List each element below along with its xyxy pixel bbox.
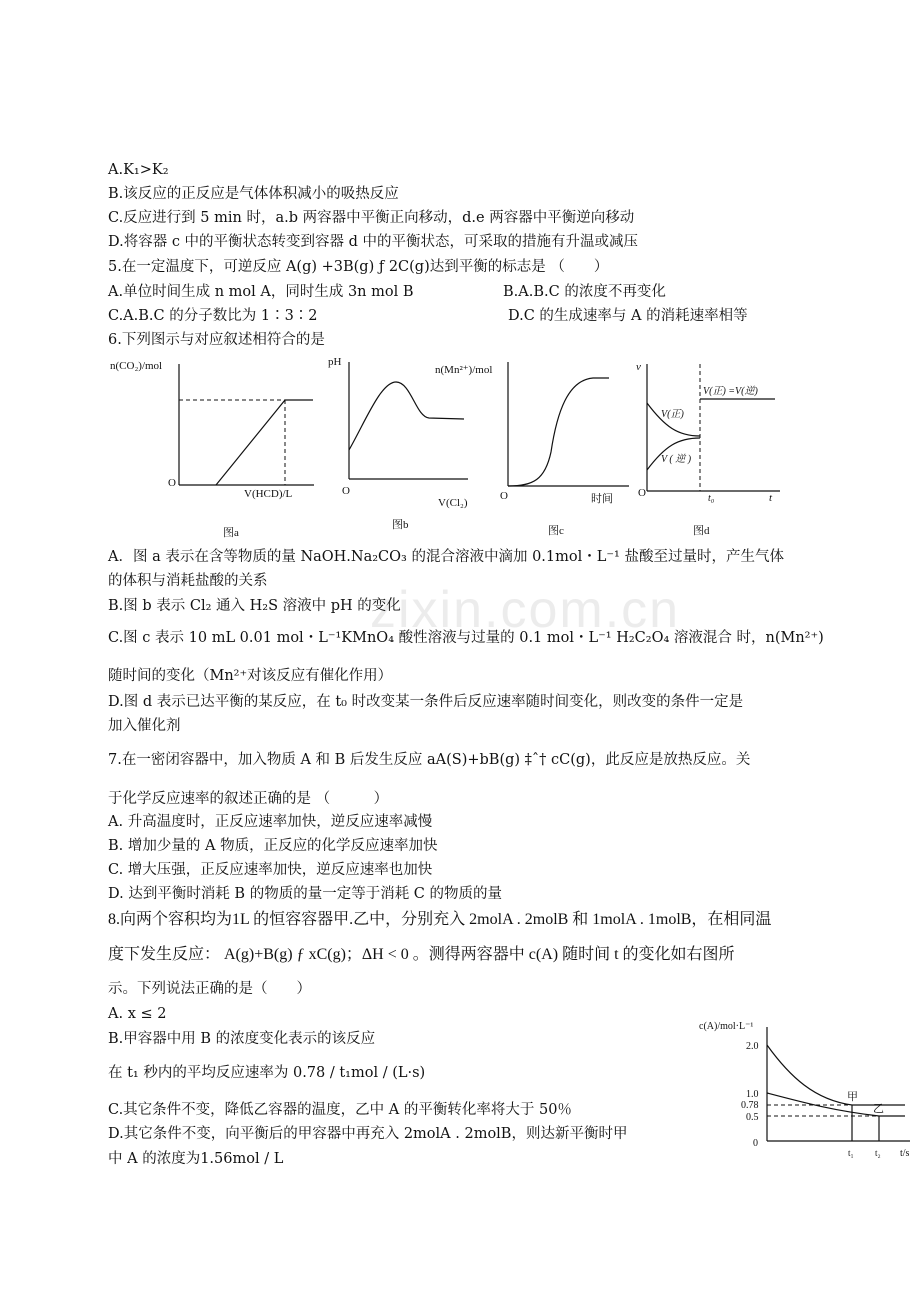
q7-option-b: B. 增加少量的 A 物质，正反应的化学反应速率加快 — [108, 838, 438, 854]
q8-ytick-078: 0.78 — [741, 1100, 759, 1111]
fig-d-reverse-label: V ( 逆 ) — [661, 454, 692, 465]
q8-graph-xlabel: t/s — [900, 1148, 910, 1159]
q6-option-d-line2: 加入催化剂 — [108, 718, 181, 734]
q8-option-a: A. x ≤ 2 — [108, 1006, 167, 1022]
q8-option-b-line1: B.甲容器中用 B 的浓度变化表示的该反应 — [108, 1031, 376, 1047]
fig-d-origin: O — [638, 487, 646, 499]
fig-c-xlabel: 时间 — [591, 493, 613, 505]
q8-option-d-line2: 中 A 的浓度为1.56mol / L — [108, 1151, 284, 1167]
q5-option-b: B.A.B.C 的浓度不再变化 — [503, 284, 666, 300]
q7-stem-line2: 于化学反应速率的叙述正确的是 （ ） — [108, 791, 389, 807]
q8-stem-line1: 8.向两个容积均为1L 的恒容容器甲.乙中，分别充入 2molA . 2molB 和 1molA . 1molB，在相同温 — [108, 911, 772, 928]
q8-stem-line2: 度下发生反应： A(g)+B(g) ƒ xC(g)；ΔH < 0 。测得两容器中 c(A) 随时间 t 的变化如右图所 — [108, 946, 735, 963]
fig-c-origin: O — [500, 490, 508, 502]
q6-option-c-line2: 随时间的变化（Mn²⁺对该反应有催化作用） — [108, 668, 393, 684]
q8-graph-origin: 0 — [753, 1138, 758, 1149]
q6-option-a-line1: A．图 a 表示在含等物质的量 NaOH.Na₂CO₃ 的混合溶液中滴加 0.1mol・L⁻¹ 盐酸至过量时，产生气体 — [108, 549, 784, 565]
q8-ytick-05: 0.5 — [746, 1112, 759, 1123]
fig-b-caption: 图b — [392, 519, 409, 531]
q6-option-b: B.图 b 表示 Cl₂ 通入 H₂S 溶液中 pH 的变化 — [108, 598, 401, 614]
fig-d-caption: 图d — [693, 525, 710, 537]
q6-option-d-line1: D.图 d 表示已达平衡的某反应，在 t₀ 时改变某一条件后反应速率随时间变化，则改变的条件一定是 — [108, 694, 744, 710]
fig-d-xlabel: t — [769, 492, 773, 504]
q8-xtick-t2: t₂ — [875, 1148, 881, 1158]
q8-ytick-2: 2.0 — [746, 1041, 759, 1052]
fig-a-caption: 图a — [223, 527, 239, 539]
q8-xtick-t1: t₁ — [848, 1148, 854, 1158]
fig-b-origin: O — [342, 485, 350, 497]
watermark: zixin.com.cn — [370, 581, 681, 639]
q8-graph-ylabel: c(A)/mol·L⁻¹ — [699, 1021, 754, 1032]
q5-stem: 5.在一定温度下，可逆反应 A(g) +3B(g) ƒ 2C(g)达到平衡的标志是 （ ） — [108, 259, 609, 275]
q7-stem-line1: 7.在一密闭容器中，加入物质 A 和 B 后发生反应 aA(S)+bB(g) ‡ˆ† cC(g)，此反应是放热反应。关 — [108, 752, 751, 768]
q8-series-yi: 乙 — [873, 1103, 884, 1115]
q4-option-c: C.反应进行到 5 min 时，a.b 两容器中平衡正向移动，d.e 两容器中平衡逆向移动 — [108, 210, 635, 226]
q6-option-c-line1: C.图 c 表示 10 mL 0.01 mol・L⁻¹KMnO₄ 酸性溶液与过量的 0.1 mol・L⁻¹ H₂C₂O₄ 溶液混合 时，n(Mn²⁺) — [108, 630, 824, 646]
fig-c-ylabel: n(Mn²⁺)/mol — [435, 364, 493, 376]
q7-option-d: D. 达到平衡时消耗 B 的物质的量一定等于消耗 C 的物质的量 — [108, 886, 503, 902]
q8-option-c: C.其它条件不变，降低乙容器的温度，乙中 A 的平衡转化率将大于 50％ — [108, 1102, 572, 1118]
q4-option-d: D.将容器 c 中的平衡状态转变到容器 d 中的平衡状态，可采取的措施有升温或减压 — [108, 234, 639, 250]
q8-option-b-line2: 在 t₁ 秒内的平均反应速率为 0.78 / t₁mol / (L·s) — [108, 1065, 426, 1081]
q8-series-jia: 甲 — [847, 1091, 858, 1103]
figure-a — [106, 352, 321, 542]
figure-c — [433, 352, 633, 542]
fig-b-ylabel: pH — [328, 356, 342, 368]
fig-a-xlabel: V(HCD)/L — [244, 488, 293, 500]
fig-d-forward-label: V(正) — [661, 409, 684, 420]
q8-stem-line3: 示。下列说法正确的是（ ） — [108, 981, 311, 997]
fig-c-caption: 图c — [548, 525, 564, 537]
q8-option-d-line1: D.其它条件不变，向平衡后的甲容器中再充入 2molA . 2molB，则达新平衡时甲 — [108, 1126, 628, 1142]
q8-graph — [695, 1015, 917, 1163]
q7-option-a: A. 升高温度时，正反应速率加快，逆反应速率减慢 — [108, 814, 433, 830]
figure-d — [630, 352, 795, 542]
q7-option-c: C. 增大压强，正反应速率加快，逆反应速率也加快 — [108, 862, 433, 878]
fig-b-xlabel: V(Cl₂) — [438, 497, 468, 509]
fig-d-t0: t₀ — [708, 493, 715, 504]
fig-a-origin: O — [168, 477, 176, 489]
q4-option-a: A.K₁>K₂ — [108, 162, 169, 178]
q8-ytick-1: 1.0 — [746, 1089, 759, 1100]
q5-option-c: C.A.B.C 的分子数比为 1∶3∶2 — [108, 308, 318, 324]
q5-option-a: A.单位时间生成 n mol A，同时生成 3n mol B — [108, 284, 414, 300]
fig-a-ylabel: n(CO₂)/mol — [110, 360, 163, 372]
q6-option-a-line2: 的体积与消耗盐酸的关系 — [108, 573, 268, 589]
q5-option-d: D.C 的生成速率与 A 的消耗速率相等 — [508, 308, 748, 324]
fig-d-ylabel: v — [636, 361, 641, 373]
fig-d-eq-label: V(正) =V(逆) — [703, 386, 758, 397]
q6-stem: 6.下列图示与对应叙述相符合的是 — [108, 332, 325, 348]
q4-option-b: B.该反应的正反应是气体体积减小的吸热反应 — [108, 186, 399, 202]
